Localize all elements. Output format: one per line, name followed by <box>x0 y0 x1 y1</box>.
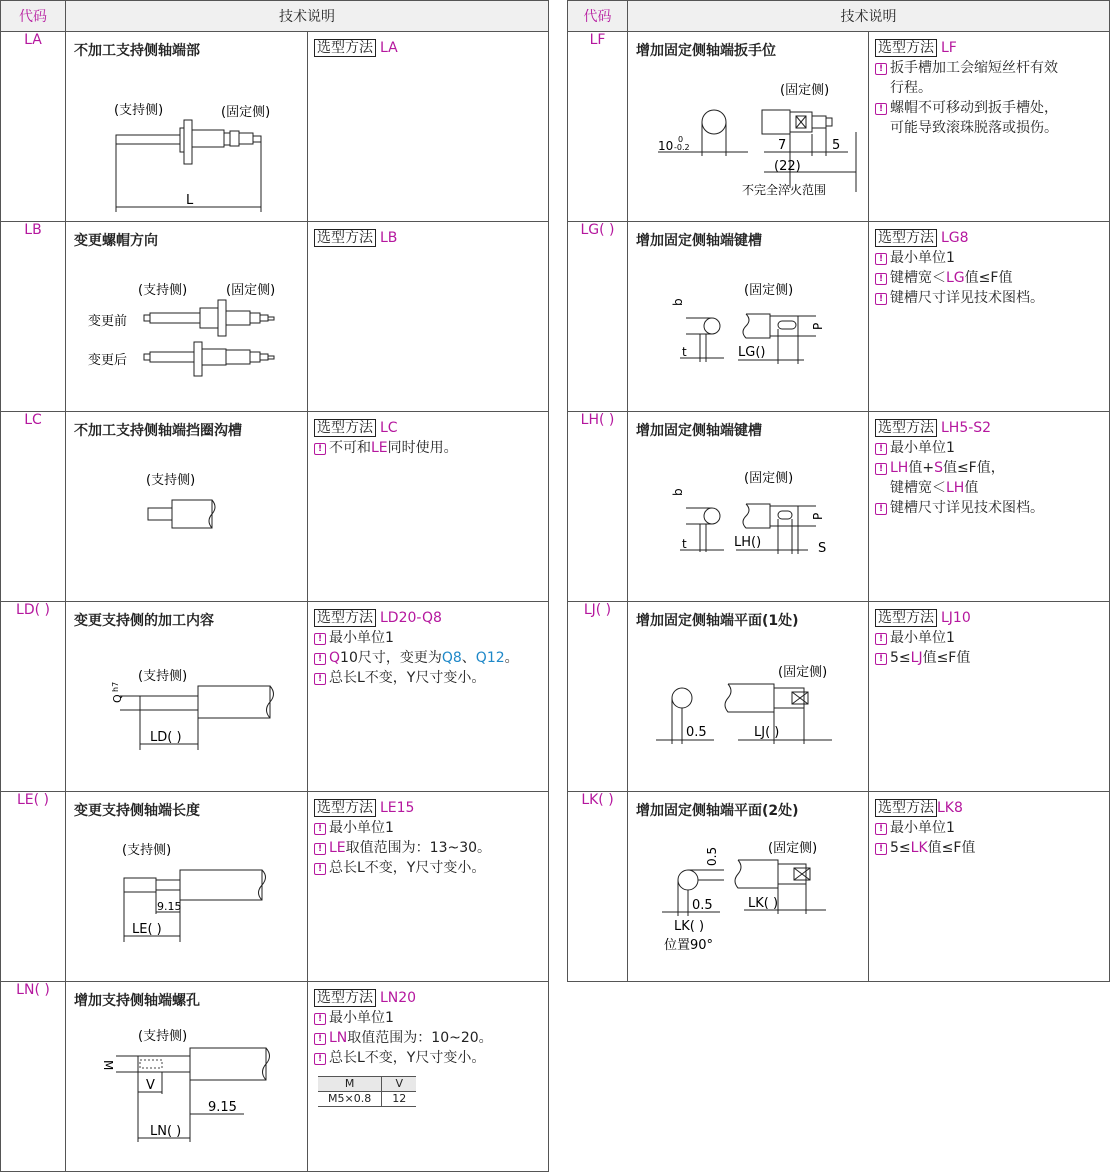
twentytwo-dimension-label: (22) <box>774 159 801 174</box>
fixed-side-label: (固定侧) <box>744 471 794 486</box>
lj-dimension-label: LJ( ) <box>754 725 780 740</box>
fixed-side-label: (固定侧) <box>744 283 794 298</box>
mini-header-m: M <box>318 1077 382 1092</box>
mini-cell-v: 12 <box>382 1092 417 1107</box>
row-code: LJ( ) <box>568 602 628 792</box>
row-title: 增加支持侧轴端螺孔 <box>74 993 200 1009</box>
selection-cell <box>308 602 549 792</box>
support-side-label: (支持侧) <box>122 843 172 858</box>
row-code: LC <box>1 412 66 602</box>
row-code: LD( ) <box>1 602 66 792</box>
length-dimension-label: L <box>186 193 194 208</box>
lc-diagram <box>66 412 308 600</box>
select-method-label: 选型方法 <box>875 39 937 57</box>
hardening-range-label: 不完全淬火范围 <box>742 183 827 197</box>
warning-icon: ! <box>314 443 326 455</box>
lh-dimension-label: LH() <box>734 535 762 550</box>
warning-icon: ! <box>314 673 326 685</box>
selection-cell <box>308 792 549 982</box>
five-dimension-label: 5 <box>832 138 841 153</box>
note-item: ! 最小单位1 <box>875 818 1103 838</box>
half-mm-horizontal-label: 0.5 <box>692 898 713 913</box>
table-row-ld <box>1 602 549 792</box>
lj-diagram <box>628 602 869 790</box>
note-item: ! 最小单位1 <box>875 438 1103 458</box>
warning-icon: ! <box>875 823 887 835</box>
t-label: t <box>682 537 687 551</box>
selection-code: LF <box>941 40 957 56</box>
note-item: ! 5≤LK值≤F值 <box>875 838 1103 858</box>
select-method-label: 选型方法 <box>314 989 376 1007</box>
table-row-lk <box>568 792 1110 982</box>
row-title: 变更支持侧的加工内容 <box>74 613 214 629</box>
select-method-label: 选型方法 <box>314 39 376 57</box>
select-method-label: 选型方法 <box>875 419 937 437</box>
select-method-label: 选型方法 <box>314 799 376 817</box>
warning-icon: ! <box>314 823 326 835</box>
fixed-side-label: (固定侧) <box>780 83 830 98</box>
right-spec-table <box>567 0 1110 982</box>
p-label: P <box>811 322 825 330</box>
description-cell <box>628 412 869 602</box>
select-method-label: 选型方法 <box>314 419 376 437</box>
warning-icon: ! <box>875 633 887 645</box>
selection-code: LH5-S2 <box>941 420 992 436</box>
row-title: 增加固定侧轴端键槽 <box>636 423 762 439</box>
desc-column-header: 技术说明 <box>628 1 1110 32</box>
code-column-header: 代码 <box>1 1 66 32</box>
la-diagram <box>66 32 308 220</box>
row-title: 不加工支持侧轴端挡圈沟槽 <box>74 423 242 439</box>
row-title: 增加固定侧轴端平面(1处) <box>636 613 799 629</box>
table-row-lj <box>568 602 1110 792</box>
note-item: ! 键槽尺寸详见技术图档。 <box>875 288 1103 308</box>
note-item: ! 螺帽不可移动到扳手槽处， 可能导致滚珠脱落或损伤。 <box>875 98 1103 138</box>
thread-spec-table <box>318 1076 416 1107</box>
description-cell <box>628 602 869 792</box>
selection-cell <box>308 412 549 602</box>
selection-cell <box>869 32 1110 222</box>
lk-diagram <box>628 792 869 980</box>
row-code: LG( ) <box>568 222 628 412</box>
note-item: ! LH值+S值≤F值， 键槽宽＜LH值 <box>875 458 1103 498</box>
note-item: ! 最小单位1 <box>314 1008 542 1028</box>
desc-column-header: 技术说明 <box>66 1 549 32</box>
selection-cell <box>869 792 1110 982</box>
support-side-label: (支持侧) <box>146 473 196 488</box>
note-item: ! 最小单位1 <box>314 628 542 648</box>
selection-cell <box>308 32 549 222</box>
le-diagram <box>66 792 308 980</box>
note-item: ! 总长L不变，Y尺寸变小。 <box>314 858 542 878</box>
row-code: LE( ) <box>1 792 66 982</box>
description-cell <box>66 32 308 222</box>
select-method-label: 选型方法 <box>875 799 937 817</box>
le-dimension-label: LE( ) <box>132 922 162 937</box>
code-column-header: 代码 <box>568 1 628 32</box>
select-method-label: 选型方法 <box>314 609 376 627</box>
support-side-label: (支持侧) <box>114 103 164 118</box>
lk-dimension-label: LK( ) <box>748 896 779 911</box>
selection-code: LD20-Q8 <box>380 610 442 626</box>
table-row-le <box>1 792 549 982</box>
half-mm-vertical-label: 0.5 <box>705 846 719 866</box>
tolerance-upper-label: 0 <box>678 135 684 144</box>
table-row-lf <box>568 32 1110 222</box>
selection-cell <box>308 222 549 412</box>
description-cell <box>628 222 869 412</box>
select-method-label: 选型方法 <box>875 609 937 627</box>
fixed-side-label: (固定侧) <box>778 665 828 680</box>
row-title: 增加固定侧轴端平面(2处) <box>636 803 799 819</box>
row-title: 变更螺帽方向 <box>74 233 158 249</box>
table-row-lb <box>1 222 549 412</box>
description-cell <box>66 412 308 602</box>
offset-dimension-label: 9.15 <box>208 1100 237 1115</box>
warning-icon: ! <box>314 863 326 875</box>
warning-icon: ! <box>314 1033 326 1045</box>
note-item: ! LE取值范围为：13~30。 <box>314 838 542 858</box>
support-side-label: (支持侧) <box>138 669 188 684</box>
description-cell <box>66 792 308 982</box>
note-item: ! 键槽尺寸详见技术图档。 <box>875 498 1103 518</box>
lg-dimension-label: LG() <box>738 345 766 360</box>
selection-cell <box>308 982 549 1172</box>
p-label: P <box>811 512 825 520</box>
warning-icon: ! <box>875 443 887 455</box>
description-cell <box>628 32 869 222</box>
selection-code: LG8 <box>941 230 969 246</box>
before-label: 变更前 <box>88 314 128 329</box>
note-item: ! 最小单位1 <box>314 818 542 838</box>
row-code: LK( ) <box>568 792 628 982</box>
warning-icon: ! <box>314 633 326 645</box>
selection-code: LK8 <box>937 800 963 816</box>
table-row-lc <box>1 412 549 602</box>
warning-icon: ! <box>875 63 887 75</box>
note-item: ! 扳手槽加工会缩短丝杆有效 行程。 <box>875 58 1103 98</box>
description-cell <box>66 982 308 1172</box>
warning-icon: ! <box>875 503 887 515</box>
lg-diagram <box>628 222 869 410</box>
row-code: LF <box>568 32 628 222</box>
mini-cell-m: M5×0.8 <box>318 1092 382 1107</box>
description-cell <box>628 792 869 982</box>
note-item: ! 不可和LE同时使用。 <box>314 438 542 458</box>
position-90-label: 位置90° <box>664 938 714 953</box>
b-label: b <box>671 298 685 306</box>
note-item: ! 最小单位1 <box>875 248 1103 268</box>
row-title: 变更支持侧轴端长度 <box>74 803 200 819</box>
selection-cell <box>869 412 1110 602</box>
v-dimension-label: V <box>146 1078 155 1093</box>
note-item: ! 5≤LJ值≤F值 <box>875 648 1103 668</box>
warning-icon: ! <box>875 463 887 475</box>
warning-icon: ! <box>875 653 887 665</box>
selection-cell <box>869 602 1110 792</box>
warning-icon: ! <box>314 653 326 665</box>
offset-dimension-label: 9.15 <box>157 900 182 913</box>
left-spec-table <box>0 0 549 1172</box>
h7-label: h7 <box>111 681 120 692</box>
fixed-side-label: (固定侧) <box>226 283 276 298</box>
select-method-label: 选型方法 <box>314 229 376 247</box>
description-cell <box>66 222 308 412</box>
seven-dimension-label: 7 <box>778 138 787 153</box>
selection-cell <box>869 222 1110 412</box>
warning-icon: ! <box>875 103 887 115</box>
table-row-lg <box>568 222 1110 412</box>
ld-dimension-label: LD( ) <box>150 730 182 745</box>
fixed-side-label: (固定侧) <box>768 841 818 856</box>
row-title: 不加工支持侧轴端部 <box>74 43 200 59</box>
selection-code: LN20 <box>380 990 417 1006</box>
selection-code: LJ10 <box>941 610 971 626</box>
row-code: LB <box>1 222 66 412</box>
support-side-label: (支持侧) <box>138 1029 188 1044</box>
mini-header-v: V <box>382 1077 417 1092</box>
table-row-la <box>1 32 549 222</box>
select-method-label: 选型方法 <box>875 229 937 247</box>
row-code: LA <box>1 32 66 222</box>
note-item: ! 总长L不变，Y尺寸变小。 <box>314 1048 542 1068</box>
row-title: 增加固定侧轴端键槽 <box>636 233 762 249</box>
width-dimension-label: 10 <box>658 139 674 153</box>
half-mm-dimension-label: 0.5 <box>686 725 707 740</box>
warning-icon: ! <box>875 843 887 855</box>
q-label: Q <box>111 694 124 703</box>
selection-code: LE15 <box>380 800 415 816</box>
ld-diagram <box>66 602 308 790</box>
t-label: t <box>682 345 687 359</box>
ln-dimension-label: LN( ) <box>150 1124 182 1139</box>
lh-diagram <box>628 412 869 600</box>
support-side-label: (支持侧) <box>138 283 188 298</box>
description-cell <box>66 602 308 792</box>
note-item: ! LN取值范围为：10~20。 <box>314 1028 542 1048</box>
s-label: S <box>818 541 827 556</box>
note-item: ! Q10尺寸，变更为Q8、Q12。 <box>314 648 542 668</box>
fixed-side-label: (固定侧) <box>221 105 271 120</box>
row-title: 增加固定侧轴端扳手位 <box>636 43 776 59</box>
lb-diagram <box>66 222 308 410</box>
row-code: LN( ) <box>1 982 66 1172</box>
warning-icon: ! <box>875 293 887 305</box>
warning-icon: ! <box>314 1053 326 1065</box>
lf-diagram <box>628 32 869 220</box>
warning-icon: ! <box>314 1013 326 1025</box>
selection-code: LA <box>380 40 398 56</box>
warning-icon: ! <box>875 273 887 285</box>
note-item: ! 键槽宽＜LG值≤F值 <box>875 268 1103 288</box>
m-label: M <box>101 1060 115 1071</box>
warning-icon: ! <box>875 253 887 265</box>
note-item: ! 总长L不变，Y尺寸变小。 <box>314 668 542 688</box>
table-row-lh <box>568 412 1110 602</box>
after-label: 变更后 <box>88 353 128 368</box>
b-label: b <box>671 488 685 496</box>
table-row-ln <box>1 982 549 1172</box>
lk-circle-label: LK( ) <box>674 919 705 934</box>
ln-diagram <box>66 982 308 1170</box>
selection-code: LB <box>380 230 398 246</box>
warning-icon: ! <box>314 843 326 855</box>
selection-code: LC <box>380 420 398 436</box>
tolerance-lower-label: -0.2 <box>674 143 690 152</box>
note-item: ! 最小单位1 <box>875 628 1103 648</box>
row-code: LH( ) <box>568 412 628 602</box>
